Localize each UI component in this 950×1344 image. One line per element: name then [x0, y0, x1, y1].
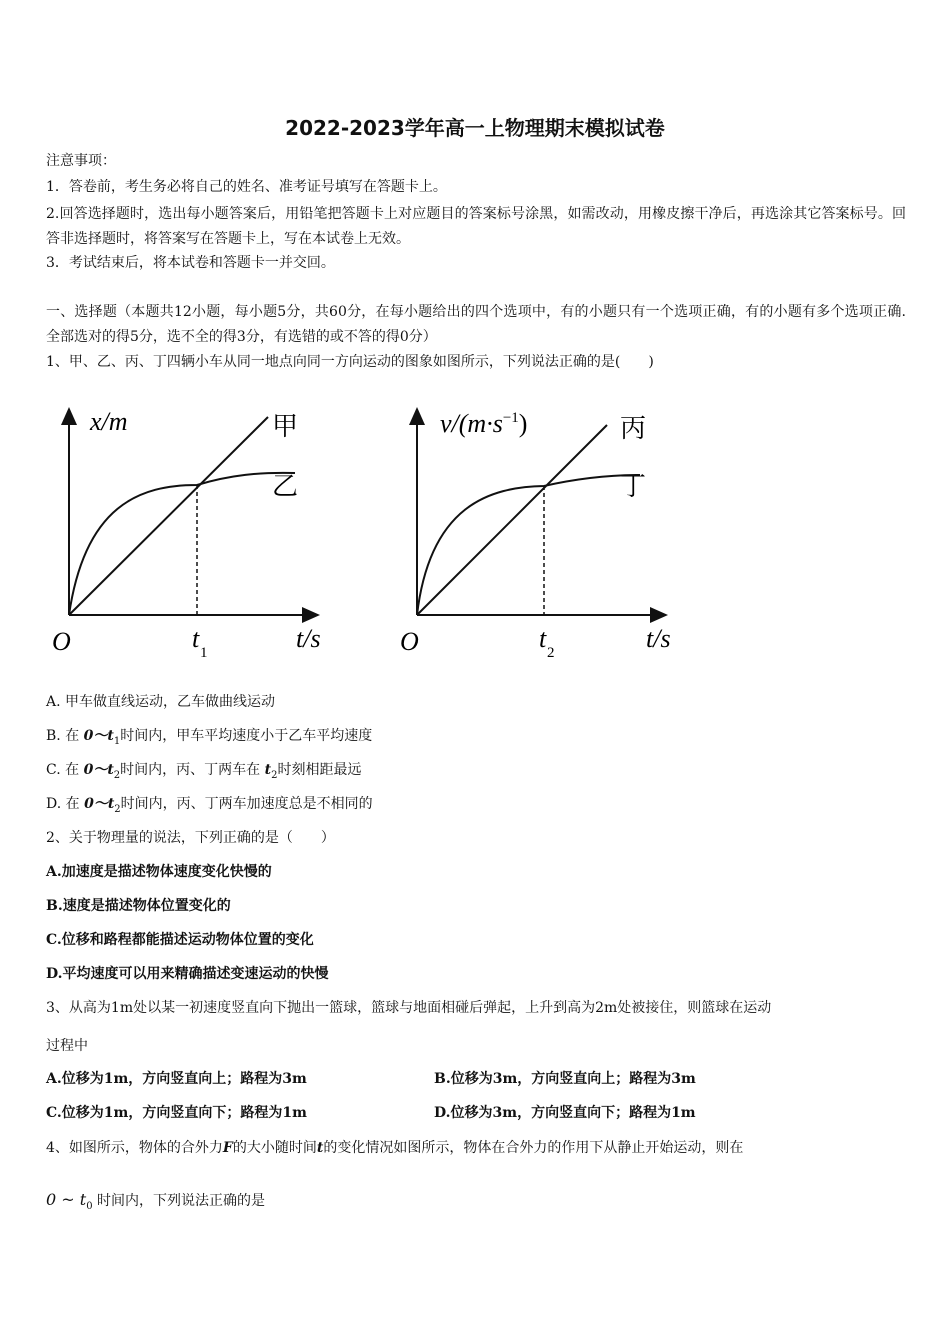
t2-sub: 2 [547, 645, 555, 661]
q3-option-d: D.位移为3m，方向竖直向下；路程为1m [434, 1105, 696, 1121]
notice-item-2: 2.回答选择题时，选出每小题答案后，用铅笔把答题卡上对应题目的答案标号涂黑，如需改动，用橡皮擦干净后，再选涂其它答案标号。回答非选择题时，将答案写在答题卡上，写在本试卷上无效。 [46, 206, 906, 247]
q2-option-c: C.位移和路程都能描述运动物体位置的变化 [46, 932, 314, 948]
q3-option-b: B.位移为3m，方向竖直向上；路程为3m [434, 1071, 696, 1087]
q3-stem-line2: 过程中 [46, 1038, 88, 1054]
page-title: 2022-2023学年高一上物理期末模拟试卷 [285, 116, 665, 140]
curve-ding [417, 475, 640, 615]
q3-stem-line1: 3、从高为1m处以某一初速度竖直向下抛出一篮球，篮球与地面相碰后弹起，上升到高为2m处被接住，则篮球在运动 [46, 1000, 772, 1016]
label-jia: 甲 [272, 412, 299, 442]
line-jia [69, 417, 268, 615]
section-heading: 一、选择题（本题共12小题，每小题5分，共60分，在每小题给出的四个选项中，有的小题只有一个选项正确，有的小题有多个选项正确.全部选对的得5分，选不全的得3分，有选错的或不答的得0分） [46, 304, 906, 345]
q4-stem: 4、如图所示，物体的合外力F的大小随时间t的变化情况如图所示，物体在合外力的作用下从静止开始运动，则在 [46, 1140, 744, 1156]
y-axis-label: $v/(m\cdot s^{-1})$ [440, 409, 528, 438]
origin-label: O [400, 627, 419, 656]
q3-option-a: A.位移为1m，方向竖直向上；路程为3m [46, 1071, 307, 1087]
x-axis-label: t/s [646, 624, 671, 653]
q1-option-a: A. 甲车做直线运动，乙车做曲线运动 [46, 694, 276, 710]
origin-label: O [52, 627, 71, 656]
q1-option-d: D. 在 $0\sim t_2$时间内，丙、丁两车加速度总是不相同的 [46, 796, 373, 815]
q2-option-b: B.速度是描述物体位置变化的 [46, 898, 231, 914]
notice-item-3: 3．考试结束后，将本试卷和答题卡一并交回。 [46, 255, 335, 271]
q4-stem-line2: 0 ~ $t_0$ 时间内，下列说法正确的是 [46, 1190, 266, 1212]
q3-option-c: C.位移为1m，方向竖直向下；路程为1m [46, 1105, 307, 1121]
notice-item-1: 1．答卷前，考生务必将自己的姓名、准考证号填写在答题卡上。 [46, 179, 447, 195]
curve-yi [69, 473, 295, 615]
y-axis-label: x/m [90, 407, 128, 436]
q2-option-a: A.加速度是描述物体速度变化快慢的 [46, 864, 272, 880]
x-axis-label: t/s [296, 624, 321, 653]
q1-stem: 1、甲、乙、丙、丁四辆小车从同一地点向同一方向运动的图象如图所示，下列说法正确的是( ) [46, 354, 654, 370]
q1-figure-xt [40, 395, 340, 670]
t2-label: t [539, 624, 547, 653]
label-bing: 丙 [620, 414, 647, 444]
q1-option-b: B. 在 $0\sim t_1$时间内，甲车平均速度小于乙车平均速度 [46, 728, 373, 747]
notice-heading: 注意事项： [46, 153, 116, 169]
label-ding: 丁 [620, 472, 647, 502]
t1-label: t [192, 624, 200, 653]
q2-stem: 2、关于物理量的说法，下列正确的是（ ） [46, 830, 335, 846]
q1-figure-vt [390, 395, 690, 670]
q2-option-d: D.平均速度可以用来精确描述变速运动的快慢 [46, 966, 329, 982]
label-yi: 乙 [272, 472, 299, 502]
q1-option-c: C. 在 $0\sim t_2$时间内，丙、丁两车在 $t_2$时刻相距最远 [46, 762, 362, 781]
line-bing [417, 425, 607, 615]
t1-sub: 1 [200, 645, 208, 661]
